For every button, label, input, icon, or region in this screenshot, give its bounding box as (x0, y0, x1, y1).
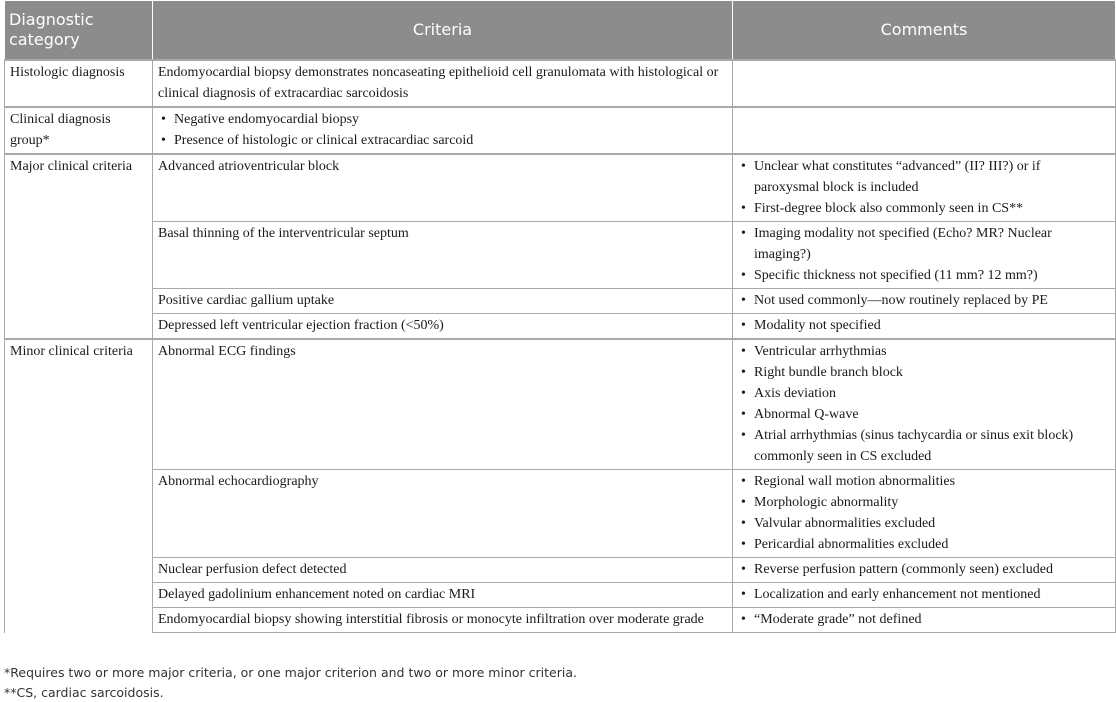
criteria-cell: Endomyocardial biopsy demonstrates noncaseating epithelioid cell granulomata with histological or clinical diagnosis of extracardiac sarcoidosis (153, 60, 733, 107)
list-item: • Right bundle branch block (738, 362, 1109, 383)
criteria-cell: Basal thinning of the interventricular septum (153, 222, 733, 289)
comments-cell (733, 222, 1116, 289)
header-criteria: Criteria (153, 1, 733, 61)
table-row (5, 314, 1116, 340)
list-item: • First-degree block also commonly seen in CS** (738, 198, 1109, 219)
list-item: • Regional wall motion abnormalities (738, 471, 1109, 492)
criteria-cell: Delayed gadolinium enhancement noted on cardiac MRI (153, 583, 733, 608)
list-item: • Abnormal Q-wave (738, 404, 1109, 425)
list-item: • “Moderate grade” not defined (738, 609, 1109, 630)
comments-list (738, 471, 1109, 555)
table-row (5, 222, 1116, 289)
list-item: • Presence of histologic or clinical extracardiac sarcoid (158, 130, 726, 151)
criteria-cell: Advanced atrioventricular block (153, 154, 733, 222)
criteria-table-container (4, 0, 1115, 633)
table-row (5, 60, 1116, 107)
list-item: • Pericardial abnormalities excluded (738, 534, 1109, 555)
criteria-cell: Abnormal ECG findings (153, 339, 733, 470)
comments-cell (733, 470, 1116, 558)
criteria-cell: Positive cardiac gallium uptake (153, 289, 733, 314)
header-comments: Comments (733, 1, 1116, 61)
comments-cell (733, 60, 1116, 107)
comments-cell (733, 608, 1116, 633)
comments-list (738, 156, 1109, 219)
list-item: • Valvular abnormalities excluded (738, 513, 1109, 534)
table-row (5, 107, 1116, 154)
criteria-cell: Endomyocardial biopsy showing interstitial fibrosis or monocyte infiltration over moderate grade (153, 608, 733, 633)
list-item: • Morphologic abnormality (738, 492, 1109, 513)
table-row (5, 583, 1116, 608)
list-item: • Localization and early enhancement not mentioned (738, 584, 1109, 605)
comments-list (738, 315, 1109, 336)
table-row (5, 154, 1116, 222)
comments-cell (733, 154, 1116, 222)
criteria-cell: Depressed left ventricular ejection fraction (<50%) (153, 314, 733, 340)
list-item: • Not used commonly—now routinely replaced by PE (738, 290, 1109, 311)
comments-cell (733, 583, 1116, 608)
criteria-cell (153, 107, 733, 154)
list-item: • Specific thickness not specified (11 mm? 12 mm?) (738, 265, 1109, 286)
criteria-table (4, 0, 1116, 633)
list-item: • Negative endomyocardial biopsy (158, 109, 726, 130)
criteria-cell: Abnormal echocardiography (153, 470, 733, 558)
criteria-cell: Nuclear perfusion defect detected (153, 558, 733, 583)
category-cell: Histologic diagnosis (5, 60, 153, 107)
table-row (5, 608, 1116, 633)
category-cell: Clinical diagnosis group* (5, 107, 153, 154)
header-diagnostic-category: Diagnostic category (5, 1, 153, 61)
table-row (5, 558, 1116, 583)
footnote-criteria: *Requires two or more major criteria, or one major criterion and two or more minor criteria. (4, 665, 577, 680)
table-row (5, 470, 1116, 558)
comments-list (738, 223, 1109, 286)
comments-list (738, 341, 1109, 467)
comments-list (738, 609, 1109, 630)
comments-cell (733, 339, 1116, 470)
comments-cell (733, 289, 1116, 314)
footnote-cs-abbreviation: **CS, cardiac sarcoidosis. (4, 685, 164, 700)
table-row (5, 289, 1116, 314)
header-row (5, 1, 1116, 61)
list-item: • Reverse perfusion pattern (commonly seen) excluded (738, 559, 1109, 580)
list-item: • Atrial arrhythmias (sinus tachycardia or sinus exit block) commonly seen in CS excluded (738, 425, 1109, 467)
comments-list (738, 559, 1109, 580)
comments-list (738, 290, 1109, 311)
list-item: • Unclear what constitutes “advanced” (II? III?) or if paroxysmal block is included (738, 156, 1109, 198)
list-item: • Imaging modality not specified (Echo? MR? Nuclear imaging?) (738, 223, 1109, 265)
category-cell: Minor clinical criteria (5, 339, 153, 633)
comments-cell (733, 558, 1116, 583)
list-item: • Axis deviation (738, 383, 1109, 404)
comments-cell (733, 314, 1116, 340)
comments-cell (733, 107, 1116, 154)
category-cell: Major clinical criteria (5, 154, 153, 339)
criteria-list (158, 109, 726, 151)
list-item: • Modality not specified (738, 315, 1109, 336)
table-row (5, 339, 1116, 470)
list-item: • Ventricular arrhythmias (738, 341, 1109, 362)
comments-list (738, 584, 1109, 605)
